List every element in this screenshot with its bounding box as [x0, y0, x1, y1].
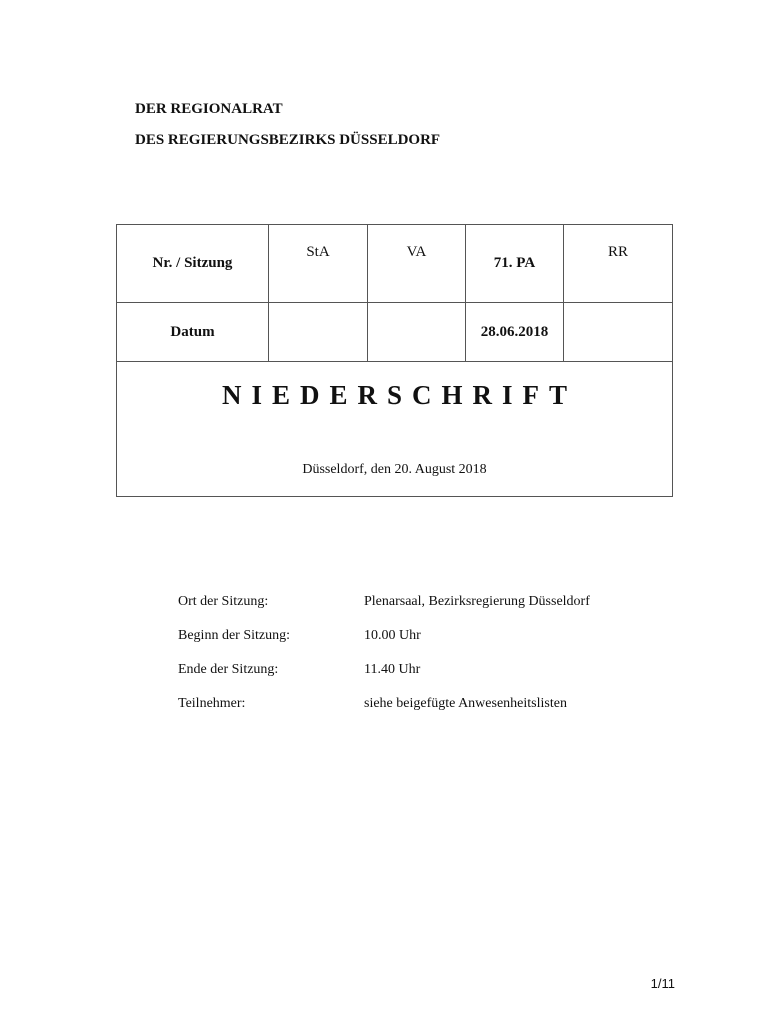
detail-label: Ort der Sitzung:: [178, 594, 269, 609]
pa-header: 71. PA: [466, 225, 564, 303]
session-number-label: Nr. / Sitzung: [117, 225, 269, 303]
date-row: [117, 303, 673, 362]
document-title: NIEDERSCHRIFT: [221, 380, 578, 410]
sta-header: StA: [269, 225, 368, 303]
detail-row-end: [178, 662, 658, 696]
title-row: [117, 362, 673, 497]
detail-row-location: [178, 594, 658, 628]
detail-value: Plenarsaal, Bezirksregierung Düsseldorf: [364, 594, 590, 609]
session-details: [178, 594, 658, 730]
detail-label: Teilnehmer:: [178, 696, 246, 711]
session-info-table: [116, 224, 673, 497]
session-number-row: [117, 225, 673, 303]
detail-value: 10.00 Uhr: [364, 628, 421, 643]
date-label: Datum: [117, 303, 269, 362]
detail-label: Beginn der Sitzung:: [178, 628, 290, 643]
detail-label: Ende der Sitzung:: [178, 662, 279, 677]
header-line-2: DES REGIERUNGSBEZIRKS DÜSSELDORF: [135, 132, 441, 148]
sta-date-cell: [269, 303, 368, 362]
va-header: VA: [368, 225, 466, 303]
va-date-cell: [368, 303, 466, 362]
page-number: 1/11: [650, 976, 675, 991]
detail-row-start: [178, 628, 658, 662]
title-cell: [117, 362, 673, 497]
detail-row-participants: [178, 696, 658, 730]
header-line-1: DER REGIONALRAT: [135, 101, 283, 117]
detail-value: 11.40 Uhr: [364, 662, 421, 677]
document-header: [135, 94, 440, 156]
pa-date-cell: 28.06.2018: [466, 303, 564, 362]
rr-header: RR: [564, 225, 673, 303]
place-date-line: Düsseldorf, den 20. August 2018: [302, 462, 487, 477]
rr-date-cell: [564, 303, 673, 362]
detail-value: siehe beigefügte Anwesenheitslisten: [364, 696, 567, 711]
